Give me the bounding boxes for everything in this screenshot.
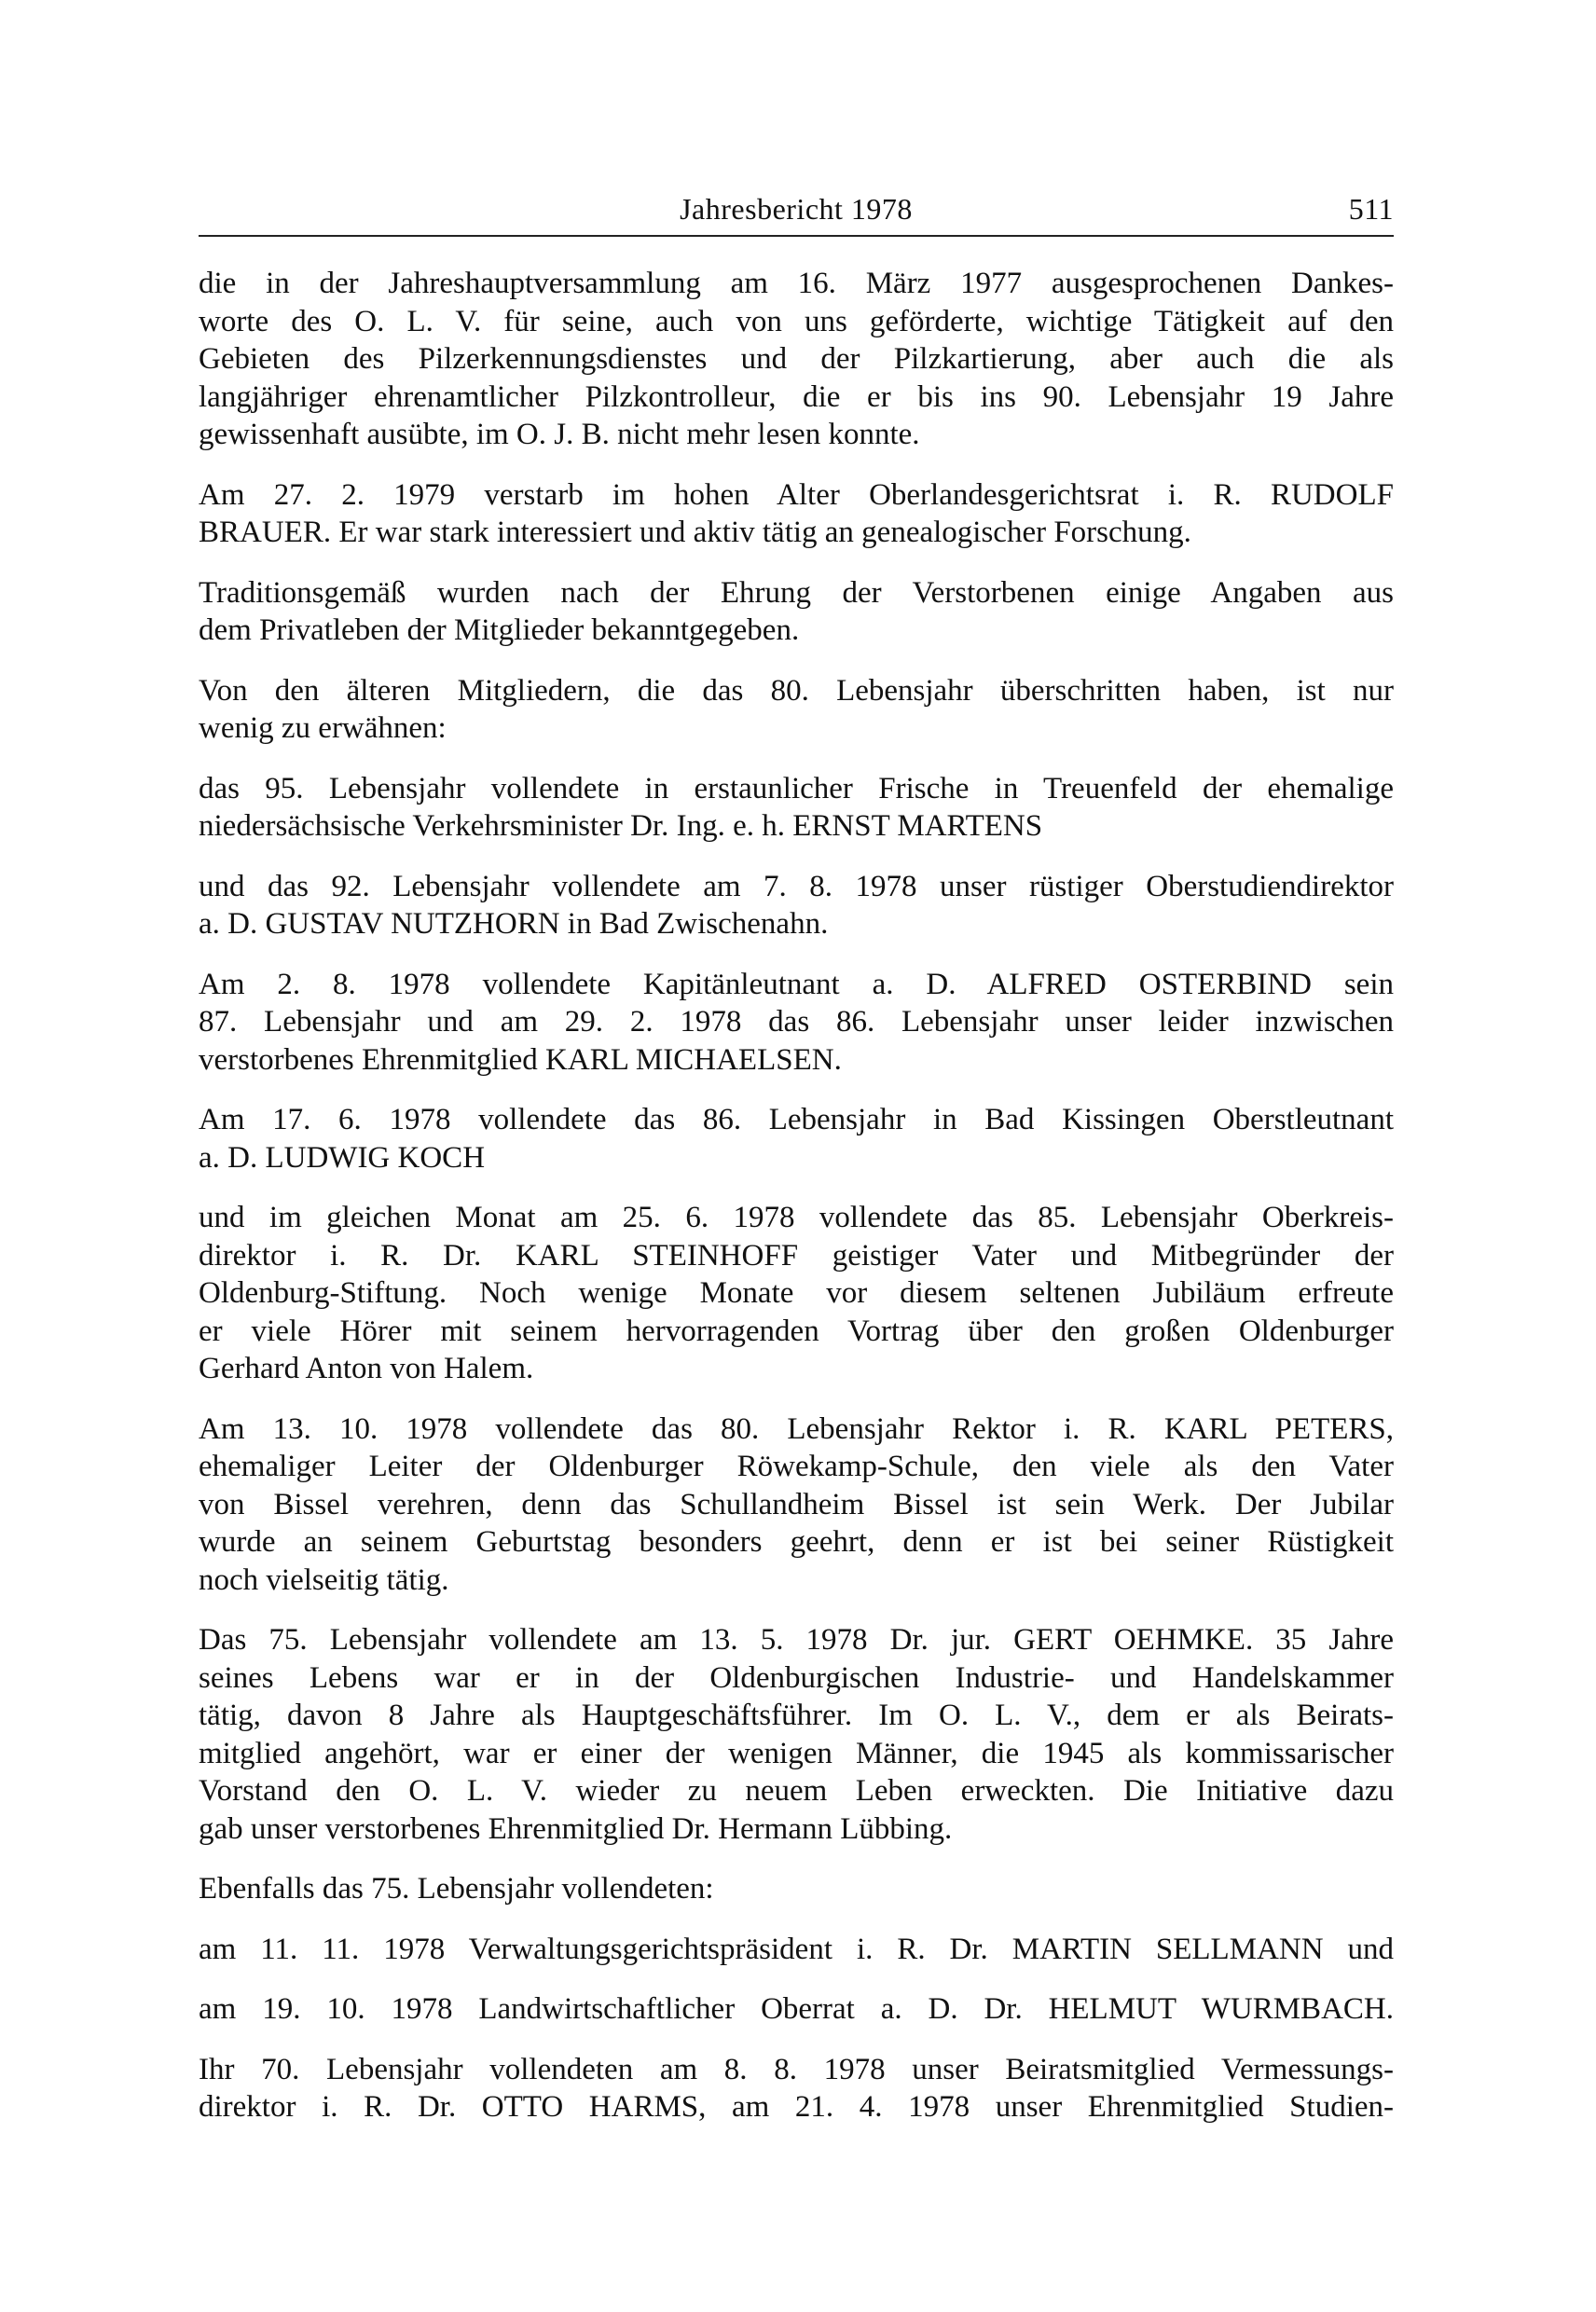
paragraph [199, 476, 1394, 552]
text-line: und im gleichen Monat am 25. 6. 1978 vollendete das 85. Lebensjahr Oberkreis- [199, 1201, 1394, 1234]
text-line: dem Privatleben der Mitglieder bekanntgegeben. [199, 613, 800, 647]
text-line: tätig, davon 8 Jahre als Hauptgeschäftsführer. Im O. L. V., dem er als Beirats- [199, 1699, 1394, 1732]
text-line: langjähriger ehrenamtlicher Pilzkontrolleur, die er bis ins 90. Lebensjahr 19 Jahre [199, 379, 1394, 414]
paragraph [199, 1990, 1394, 2029]
text-line: und das 92. Lebensjahr vollendete am 7. 8. 1978 unser rüstiger Oberstudiendirektor [199, 869, 1394, 903]
text-line: von Bissel verehren, denn das Schullandheim Bissel ist sein Werk. Der Jubilar [199, 1487, 1394, 1521]
paragraph [199, 868, 1394, 943]
paragraph [199, 2051, 1394, 2126]
text-line: Am 13. 10. 1978 vollendete das 80. Lebensjahr Rektor i. R. KARL PETERS, [199, 1411, 1394, 1446]
text-line: Von den älteren Mitgliedern, die das 80. Lebensjahr überschritten haben, ist nur [199, 673, 1394, 708]
paragraph [199, 1199, 1394, 1388]
paragraph [199, 1870, 1394, 1908]
text-line: a. D. GUSTAV NUTZHORN in Bad Zwischenahn. [199, 907, 829, 941]
text-line: verstorbenes Ehrenmitglied KARL MICHAELSEN. [199, 1042, 842, 1077]
paragraph [199, 966, 1394, 1080]
header-title: Jahresbericht 1978 [680, 192, 913, 226]
text-line: Am 27. 2. 1979 verstarb im hohen Alter Oberlandesgerichtsrat i. R. RUDOLF [199, 477, 1394, 512]
text-line: direktor i. R. Dr. KARL STEINHOFF geistiger Vater und Mitbegründer der [199, 1238, 1394, 1273]
text-line: Ebenfalls das 75. Lebensjahr vollendeten: [199, 1872, 714, 1906]
text-line: Gerhard Anton von Halem. [199, 1352, 534, 1385]
text-line: Das 75. Lebensjahr vollendete am 13. 5. 1978 Dr. jur. GERT OEHMKE. 35 Jahre [199, 1623, 1394, 1657]
running-header [199, 186, 1394, 237]
paragraph [199, 1101, 1394, 1177]
text-line: die in der Jahreshauptversammlung am 16. März 1977 ausgesprochenen Dankes- [199, 267, 1394, 300]
paragraph [199, 1411, 1394, 1600]
text-line: ehemaliger Leiter der Oldenburger Röwekamp-Schule, den viele als den Vater [199, 1450, 1394, 1483]
text-line: gewissenhaft ausübte, im O. J. B. nicht mehr lesen konnte. [199, 418, 920, 451]
text-line: Gebieten des Pilzerkennungsdienstes und der Pilzkartierung, aber auch die als [199, 342, 1394, 376]
text-line: am 11. 11. 1978 Verwaltungsgerichtspräsident i. R. Dr. MARTIN SELLMANN und [199, 1932, 1394, 1966]
paragraph [199, 1621, 1394, 1848]
text-line: Am 2. 8. 1978 vollendete Kapitänleutnant a. D. ALFRED OSTERBIND sein [199, 967, 1394, 1001]
text-line: direktor i. R. Dr. OTTO HARMS, am 21. 4. 1978 unser Ehrenmitglied Studien- [199, 2090, 1394, 2124]
text-line: gab unser verstorbenes Ehrenmitglied Dr. Hermann Lübbing. [199, 1811, 953, 1846]
paragraph [199, 770, 1394, 846]
text-line: mitglied angehört, war er einer der wenigen Männer, die 1945 als kommissarischer [199, 1736, 1394, 1770]
text-line: Traditionsgemäß wurden nach der Ehrung der Verstorbenen einige Angaben aus [199, 575, 1394, 610]
text-line: niedersächsische Verkehrsminister Dr. Ing. e. h. ERNST MARTENS [199, 809, 1043, 843]
text-line: wenig zu erwähnen: [199, 711, 447, 745]
paragraph [199, 574, 1394, 650]
text-line: BRAUER. Er war stark interessiert und aktiv tätig an genealogischer Forschung. [199, 516, 1191, 549]
text-line: 87. Lebensjahr und am 29. 2. 1978 das 86. Lebensjahr unser leider inzwischen [199, 1005, 1394, 1039]
paragraph [199, 1931, 1394, 1969]
paragraph [199, 265, 1394, 454]
text-line: wurde an seinem Geburtstag besonders geehrt, denn er ist bei seiner Rüstigkeit [199, 1525, 1394, 1559]
text-line: Ihr 70. Lebensjahr vollendeten am 8. 8. 1978 unser Beiratsmitglied Vermessungs- [199, 2052, 1394, 2086]
text-line: er viele Hörer mit seinem hervorragenden Vortrag über den großen Oldenburger [199, 1314, 1394, 1348]
text-line: noch vielseitig tätig. [199, 1562, 449, 1597]
paragraph [199, 672, 1394, 748]
document-page [199, 186, 1394, 2149]
text-line: das 95. Lebensjahr vollendete in erstaunlicher Frische in Treuenfeld der ehemalige [199, 771, 1394, 805]
text-line: Vorstand den O. L. V. wieder zu neuem Leben erweckten. Die Initiative dazu [199, 1774, 1394, 1808]
text-line: Oldenburg-Stiftung. Noch wenige Monate vor diesem seltenen Jubiläum erfreute [199, 1276, 1394, 1310]
text-line: Am 17. 6. 1978 vollendete das 86. Lebensjahr in Bad Kissingen Oberstleutnant [199, 1103, 1394, 1136]
text-line: a. D. LUDWIG KOCH [199, 1140, 486, 1175]
text-line: am 19. 10. 1978 Landwirtschaftlicher Oberrat a. D. Dr. HELMUT WURMBACH. [199, 1992, 1394, 2026]
text-line: worte des O. L. V. für seine, auch von uns geförderte, wichtige Tätigkeit auf den [199, 304, 1394, 338]
document-body [199, 265, 1394, 2126]
page-number: 511 [1348, 192, 1394, 226]
text-line: seines Lebens war er in der Oldenburgischen Industrie- und Handelskammer [199, 1660, 1394, 1695]
